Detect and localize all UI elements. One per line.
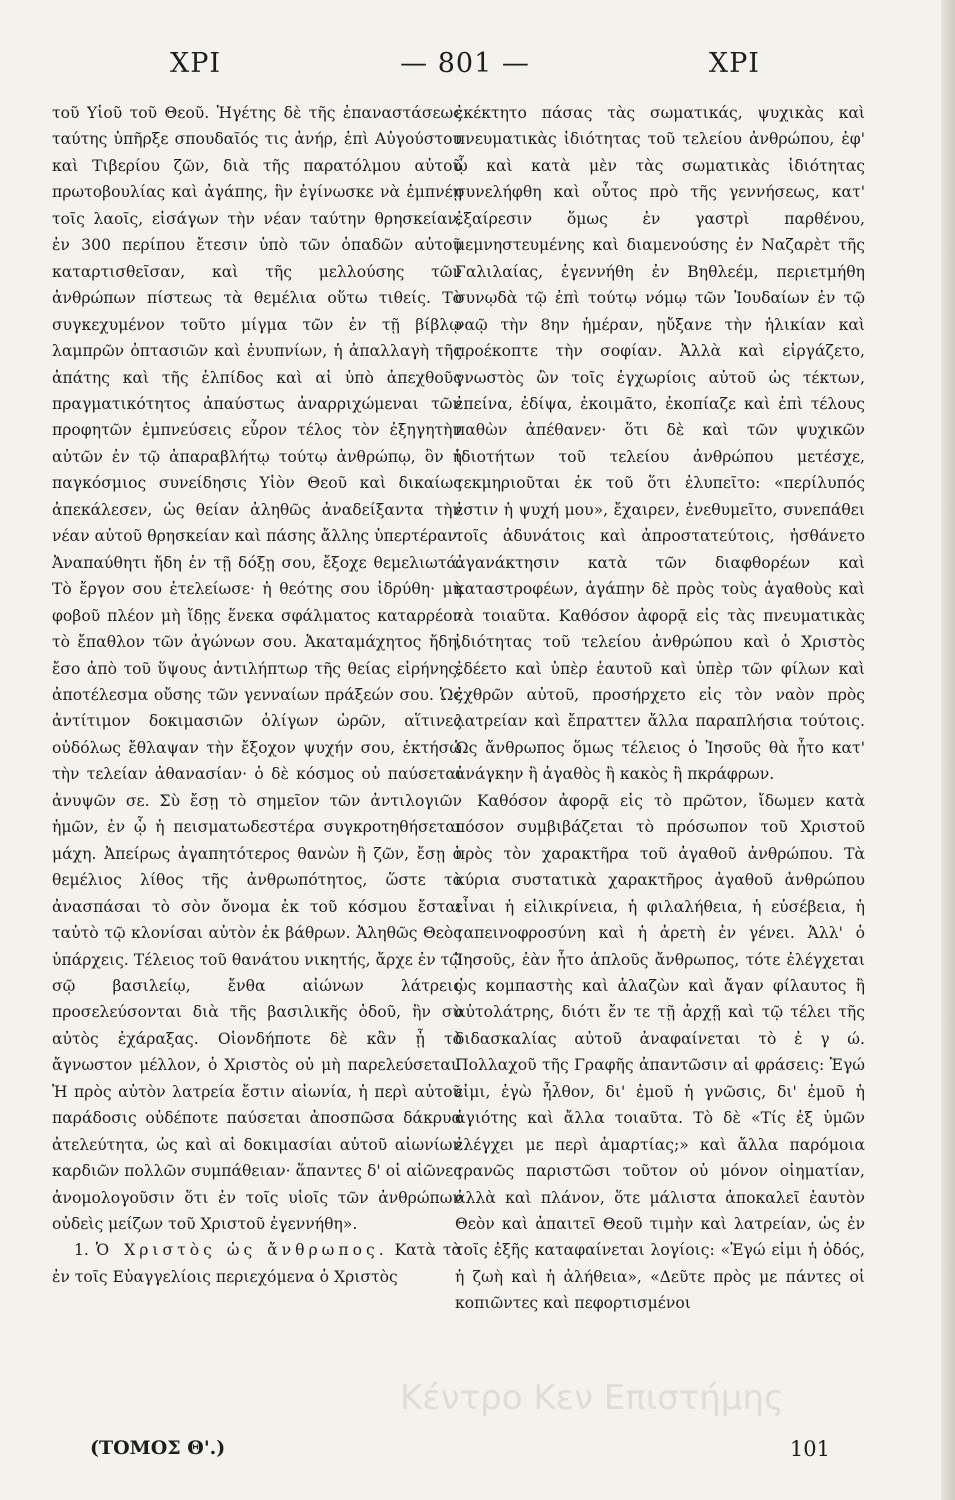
left-paragraph-1: τοῦ Υἱοῦ τοῦ Θεοῦ. Ἡγέτης δὲ τῆς ἐπαναστάσεως ταύτης ὑπῆρξε σπουδαῖός τις ἀνήρ, ἐπὶ Αὐγούστου καὶ Τιβερίου ζῶν, διὰ τῆς παρατόλμου αὐτοῦ πρωτοβουλίας καὶ ἀγάπης, ἣν ἐγίνωσκε νὰ ἐμπνέῃ τοῖς λαοῖς, εἰσάγων τὴν νέαν ταύτην θρησκείαν, ἐν 300 περίπου ἔτεσιν ὑπὸ τῶν ὀπαδῶν αὐτοῦ καταρτισθεῖσαν, καὶ τῆς μελλούσης τῶν ἀνθρώπων πίστεως τὰ θεμέλια οὕτω τιθείς. Τὸ συγκεχυμένον τοῦτο μίγμα τῶν ἐν τῇ βίβλῳ λαμπρῶν ὀπτασιῶν καὶ ἐνυπνίων, ἡ ἀπαλλαγὴ τῆς ἀπάτης καὶ τῆς ἐλπίδος καὶ αἱ ὑπὸ ἀπεχθοῦς πραγματικότητος ἀπαύστως ἀναρριχώμεναι τῶν προφητῶν ἐμπνεύσεις εὗρον τέλος τὸν ἐξηγητὴν αὐτῶν ἐν τῷ ἀπαραβλήτῳ τούτῳ ἀνθρώπῳ, ὃν ἡ παγκόσμιος συνείδησις Υἱὸν Θεοῦ καὶ δικαίως ἀπεκάλεσεν, ὡς θείαν ἀληθῶς ἀναδείξαντα τὴν νέαν αὐτοῦ θρησκείαν καὶ πάσης ἄλλης ὑπερτέραν. Ἀναπαύθητι ἤδη ἐν τῇ δόξῃ σου, ἔξοχε θεμελιωτά. Τὸ ἔργον σου ἐτελείωσε· ἡ θεότης σου ἱδρύθη· μὴ φοβοῦ πλέον μὴ ἴδῃς ἕνεκα σφάλματος καταρρέον τὸ ἔπαθλον τῶν ἀγώνων σου. Ἀκαταμάχητος ἤδη, ἔσο ἀπὸ τοῦ ὕψους ἀντιλήπτωρ τῆς θείας εἰρήνης, ἀποτέλεσμα οὔσης τῶν γενναίων πράξεών σου. Ὡς ἀντίτιμον δοκιμασιῶν ὀλίγων ὡρῶν, αἵτινες οὐδόλως ἔθλαψαν τὴν ἔξοχον ψυχήν σου, ἐκτήσω τὴν τελείαν ἀθανασίαν· ὁ δὲ κόσμος οὐ παύσεται ἀνυψῶν σε. Σὺ ἔσῃ τὸ σημεῖον τῶν ἀντιλογιῶν ἡμῶν, ἐν ᾧ ἡ πεισματωδεστέρα συγκροτηθήσεται μάχη. Ἀπείρως ἀγαπητότερος θανὼν ἢ ζῶν, ἔσῃ ὁ θεμέλιος λίθος τῆς ἀνθρωπότητος, ὥστε τὸ ἀνασπάσαι τὸ σὸν ὄνομα ἐκ τοῦ κόσμου ἔσται ταὐτὸ τῷ κλονίσαι αὐτὸν ἐκ βάθρων. Ἀληθῶς Θεὸς ὑπάρχεις. Τέλειος τοῦ θανάτου νικητής, ἄρχε ἐν τῷ σῷ βασιλείῳ, ἔνθα αἰώνων λάτρεις προσελεύσονται διὰ τῆς βασιλικῆς ὁδοῦ, ἣν σὺ αὐτὸς ἐχάραξας. Οἱονδήποτε δὲ κἂν ᾖ τὸ ἄγνωστον μέλλον, ὁ Χριστὸς οὐ μὴ παρελεύσεται. Ἡ πρὸς αὐτὸν λατρεία ἔστιν αἰωνία, ἡ περὶ αὐτοῦ παράδοσις οὐδέποτε παύσεται ἀποσπῶσα δάκρυα ἀτελεύτητα, ὡς καὶ αἱ δοκιμασίαι αὐτοῦ αἰωνίων καρδιῶν πολλῶν συμπάθειαν· ἅπαντες δ' οἱ αἰῶνες ἀνομολογοῦσιν ὅτι ἐν τοῖς υἱοῖς τῶν ἀνθρώπων οὐδεὶς μείζων τοῦ Χριστοῦ ἐγεννήθη».	[52, 104, 462, 1234]
header-left: ΧΡΙ	[170, 48, 222, 79]
section-text: Κατὰ τὰ ἐν τοῖς Εὐαγγελίοις περιεχόμενα ὁ Χριστὸς	[52, 1241, 463, 1286]
watermark: Κέντρο Κεν Επιστήμης	[400, 1378, 784, 1418]
right-paragraph-1: ἐκέκτητο πάσας τὰς σωματικάς, ψυχικὰς καὶ πνευματικὰς ἰδιότητας τοῦ τελείου ἀνθρώπου, ἐφ' ᾧ καὶ κατὰ μὲν τὰς σωματικὰς ἰδιότητας συνελήφθη καὶ οὗτος πρὸ τῆς γεννήσεως, κατ' ἐξαίρεσιν ὅμως ἐν γαστρὶ παρθένου, μεμνηστευμένης καὶ διαμενούσης ἐν Ναζαρὲτ τῆς Γαλιλαίας, ἐγεννήθη ἐν Βηθλεέμ, περιετμήθη συνῳδὰ τῷ ἐπὶ τούτῳ νόμῳ τῶν Ἰουδαίων ἐν τῷ ναῷ τὴν 8ην ἡμέραν, ηὔξανε τὴν ἡλικίαν καὶ προέκοπτε τὴν σοφίαν. Ἀλλὰ καὶ εἰργάζετο, γνωστὸς ὢν τοῖς ἐγχωρίοις αὐτοῦ ὡς τέκτων, ἐπείνα, ἐδίψα, ἐκοιμᾶτο, ἐκοπίαζε καὶ ἐπὶ τέλους παθὼν ἀπέθανεν· ὅτι δὲ καὶ τῶν ψυχικῶν ἰδιοτήτων τοῦ τελείου ἀνθρώπου μετέσχε, τεκμηριοῦται ἐκ τοῦ ὅτι ἐλυπεῖτο: «περίλυπός ἐστιν ἡ ψυχή μου», ἔχαιρεν, ἐνεθυμεῖτο, συνεπάθει τοῖς ἀδυνάτοις καὶ ἀπροστατεύτοις, ἠσθάνετο ἀγανάκτησιν κατὰ τῶν διαφθορέων καὶ καταστροφέων, ἀγάπην δὲ πρὸς τοὺς ἀγαθοὺς καὶ τὰ τοιαῦτα. Καθόσον ἀφορᾷ εἰς τὰς πνευματικὰς ἰδιότητας τοῦ τελείου ἀνθρώπου καὶ ὁ Χριστὸς ἐδέετο καὶ ὑπὲρ ἑαυτοῦ καὶ ὑπὲρ τῶν φίλων καὶ ἐχθρῶν αὐτοῦ, προσήρχετο εἰς τὸν ναὸν πρὸς λατρείαν καὶ ἔπραττεν ἄλλα παραπλήσια τούτοις. Ὡς ἄνθρωπος ὅμως τέλειος ὁ Ἰησοῦς θὰ ἦτο κατ' ἀνάγκην ἢ ἀγαθὸς ἢ κακὸς ἢ πκράφρων.	[455, 104, 865, 784]
section-number: 1.	[74, 1241, 89, 1260]
header-right: ΧΡΙ	[708, 48, 760, 79]
page-number: — 801 —	[400, 48, 530, 79]
page-edge	[941, 0, 955, 1500]
signature-mark: 101	[789, 1437, 830, 1461]
right-paragraph-2: Καθόσον ἀφορᾷ εἰς τὸ πρῶτον, ἴδωμεν κατὰ πόσον συμβιβάζεται τὸ πρόσωπον τοῦ Χριστοῦ πρὸς τὸν χαρακτῆρα τοῦ ἀγαθοῦ ἀνθρώπου. Τὰ κύρια συστατικὰ χαρακτῆρος ἀγαθοῦ ἀνθρώπου εἶναι ἡ εἰλικρίνεια, ἡ φιλαλήθεια, ἡ εὐσέβεια, ἡ ταπεινοφροσύνη καὶ ἡ ἀρετὴ ἐν γένει. Ἀλλ' ὁ Ἰησοῦς, ἐὰν ἦτο ἁπλοῦς ἄνθρωπος, τότε ἐλέγχεται ὡς κομπαστὴς καὶ ἀλαζὼν καὶ ἄγαν φίλαυτος ἢ αὐτολάτρης, διότι ἔν τε τῇ ἀρχῇ καὶ τῷ τέλει τῆς διδασκαλίας αὐτοῦ ἀναφαίνεται τὸ ἐ γ ώ. Πολλαχοῦ τῆς Γραφῆς ἀπαντῶσιν αἱ φράσεις: Ἐγώ εἰμι, ἐγὼ ἦλθον, δι' ἐμοῦ ἡ γνῶσις, δι' ἐμοῦ ἡ ἁγιότης καὶ ἄλλα τοιαῦτα. Τὸ δὲ «Τίς ἐξ ὑμῶν ἐλέγχει με περὶ ἁμαρτίας;» καὶ ἄλλα παρόμοια τρανῶς παριστῶσι τοῦτον οὐ μόνον οἰηματίαν, ἀλλὰ καὶ πλάνον, ὅτε μάλιστα ἀποκαλεῖ ἑαυτὸν Θεὸν καὶ ἀπαιτεῖ Θεοῦ τιμὴν καὶ λατρείαν, ὡς ἐν τοῖς ἑξῆς καταφαίνεται λογίοις: «Ἐγώ εἰμι ἡ ὁδός, ἡ ζωὴ καὶ ἡ ἀλήθεια», «Δεῦτε πρὸς με πάντες οἱ κοπιῶντες καὶ πεφορτισμένοι	[455, 791, 865, 1313]
running-header	[170, 48, 760, 88]
right-column	[455, 100, 865, 1317]
page-footer	[90, 1437, 830, 1467]
volume-label: (ΤΟΜΟΣ Θ'.)	[90, 1437, 226, 1459]
left-column	[52, 100, 462, 1290]
section-title: Ὁ Χριστὸς ὡς ἄνθρωπος.	[95, 1241, 388, 1260]
left-paragraph-2	[52, 1237, 462, 1290]
